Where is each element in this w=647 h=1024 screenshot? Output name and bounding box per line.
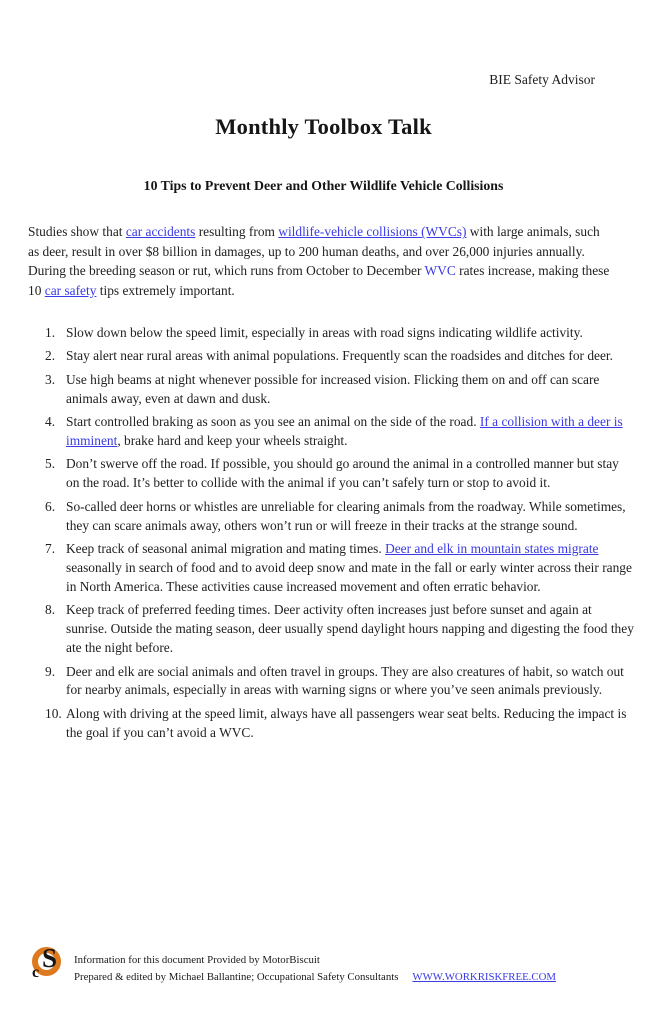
list-item-text — [66, 601, 635, 658]
footer-website-link[interactable]: WWW.WORKRISKFREE.COM — [412, 970, 556, 983]
list-item — [45, 705, 635, 743]
inline-link[interactable]: car safety — [44, 282, 97, 298]
list-item-number: 9. — [45, 663, 56, 679]
list-item-text — [66, 498, 635, 536]
text-segment: Keep track of seasonal animal migration and mating times. — [66, 541, 386, 557]
list-item — [45, 371, 635, 409]
text-segment: rates increase, making these 10 — [28, 263, 610, 298]
inline-link[interactable]: car accidents — [125, 224, 196, 240]
list-item-number: 5. — [45, 456, 56, 472]
list-item — [45, 347, 635, 366]
text-segment: seasonally in search of food and to avoid deep snow and mate in the fall or early winter across their range in North America. These activities cause increased movement and often erratic behavior. — [66, 559, 632, 594]
footer-line2 — [74, 969, 556, 986]
text-segment: tips extremely important. — [96, 282, 235, 298]
list-item-number: 1. — [45, 325, 56, 340]
list-item-text — [66, 413, 635, 451]
list-item — [45, 455, 635, 493]
text-segment: Deer and elk are social animals and often travel in groups. They are also creatures of habit, so watch out for nearby animals, especially in areas with warning signs or where you’ve seen animals previously. — [66, 663, 624, 698]
text-segment: So-called deer horns or whistles are unreliable for clearing animals from the roadway. While sometimes, they can scare animals away, others won’t run or will freeze in their tracks at the strange sound. — [66, 498, 626, 533]
text-segment: Stay alert near rural areas with animal populations. Frequently scan the roadsides and ditches for deer. — [66, 348, 613, 364]
list-item — [45, 663, 635, 701]
list-item — [45, 498, 635, 536]
list-item — [45, 540, 635, 597]
footer-text — [74, 944, 556, 985]
list-item-text — [66, 371, 635, 409]
list-item-number: 10. — [45, 705, 62, 721]
list-item-number: 6. — [45, 498, 56, 514]
text-segment: Along with driving at the speed limit, always have all passengers wear seat belts. Reducing the impact is the goal if you can’t avoid a WVC. — [66, 705, 627, 740]
logo-c-letter: c — [32, 964, 40, 981]
inline-link[interactable]: wildlife-vehicle collisions (WVCs) — [278, 224, 467, 240]
inline-link[interactable]: Deer and elk in mountain states migrate — [385, 541, 599, 557]
page-subtitle: 10 Tips to Prevent Deer and Other Wildlife Vehicle Collisions — [143, 178, 504, 193]
text-segment: Studies show that — [28, 224, 126, 240]
list-item-text — [66, 324, 635, 343]
text-segment: Don’t swerve off the road. If possible, you should go around the animal in a controlled manner but stay on the road. It’s better to collide with the animal if you can’t safely turn or stop to avoid it. — [66, 456, 619, 491]
list-item-text — [66, 705, 635, 743]
list-item — [45, 601, 635, 658]
header-right-text: BIE Safety Advisor — [489, 72, 595, 87]
list-item-number: 3. — [45, 371, 56, 387]
list-item-number: 4. — [45, 414, 56, 430]
list-item-text — [66, 663, 635, 701]
inline-link[interactable]: WVC — [424, 263, 456, 279]
tips-list — [28, 324, 635, 747]
text-segment: with large animals, such as deer, result in over $8 billion in damages, up to 200 human deaths, and over 26,000 injuries annually. During the breeding season or rut, which runs from October to December — [28, 224, 600, 279]
footer-line2-text: Prepared & edited by Michael Ballantine; Occupational Safety Consultants — [74, 970, 399, 983]
list-item-number: 2. — [45, 348, 56, 364]
list-item-text — [66, 540, 635, 597]
text-segment: resulting from — [195, 224, 279, 240]
text-segment: , brake hard and keep your wheels straight. — [117, 433, 348, 449]
list-item — [45, 324, 635, 343]
list-item-number: 7. — [45, 541, 56, 557]
footer-line1: Information for this document Provided by MotorBiscuit — [74, 954, 320, 966]
intro-paragraph — [28, 222, 613, 300]
logo-s-letter: S — [42, 943, 58, 973]
list-item — [45, 413, 635, 451]
list-item-number: 8. — [45, 602, 56, 618]
inline-link[interactable]: If a collision with a deer is imminent — [66, 414, 623, 449]
text-segment: Slow down below the speed limit, especially in areas with road signs indicating wildlife activity. — [66, 325, 583, 340]
text-segment: Start controlled braking as soon as you see an animal on the side of the road. — [66, 414, 480, 430]
list-item-text — [66, 347, 635, 366]
osc-logo-icon — [29, 944, 65, 988]
page-title: Monthly Toolbox Talk — [215, 114, 432, 139]
footer — [29, 944, 556, 988]
text-segment: Use high beams at night whenever possible for increased vision. Flicking them on and off can scare animals away, even at dawn and dusk. — [66, 371, 600, 406]
list-item-text — [66, 455, 635, 493]
text-segment: Keep track of preferred feeding times. Deer activity often increases just before sunset and again at sunrise. Outside the mating season, deer usually spend daylight hours napping and digesting the food they ate the night before. — [66, 602, 634, 656]
